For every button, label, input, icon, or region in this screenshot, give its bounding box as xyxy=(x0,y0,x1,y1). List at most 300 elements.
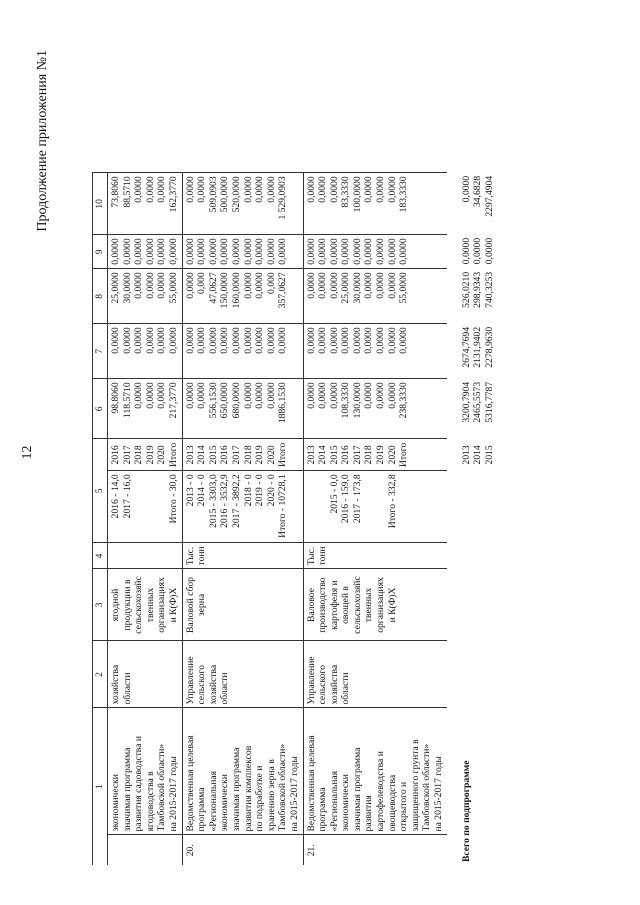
target-values-line: 2017 - 173,8 xyxy=(351,474,363,524)
executor-line: Управление xyxy=(305,656,317,705)
table-row-continuation xyxy=(108,173,183,865)
col-6-values-line: 0,0000 xyxy=(196,382,208,409)
indicator-line: производство xyxy=(317,577,329,633)
years-line: 2016 xyxy=(110,445,121,465)
col-8-values-line: 0,000 xyxy=(265,272,277,294)
col-9-values-line: 0,0000 xyxy=(110,238,121,265)
col-6-values-line: 0,0000 xyxy=(184,382,196,409)
indicator-line: зерна xyxy=(196,593,208,617)
target-values-line: 2017 - 3892,2 xyxy=(230,474,242,528)
years-line: 2018 xyxy=(242,445,254,465)
program-name-line: на 2015-2017 годы xyxy=(288,756,300,832)
header-col-3: 3 xyxy=(93,569,108,641)
unit-line: тонн xyxy=(317,546,329,566)
total-col-7 xyxy=(447,324,498,379)
col-8-values-line: 25,0000 xyxy=(110,272,121,304)
years-line: 2015 xyxy=(328,445,340,465)
col-8-values-line: 0,0000 xyxy=(386,272,398,299)
years xyxy=(303,439,447,471)
col-6-values-line: 0,0000 xyxy=(305,382,317,409)
col-7-values-line: 0,0000 xyxy=(207,327,219,354)
col-9-values-line: 0,0000 xyxy=(317,238,329,265)
years-line: 2017 xyxy=(121,445,133,465)
col-8-values-line: 0,0000 xyxy=(317,272,329,299)
col-10-values-line: 0,0000 xyxy=(328,176,340,203)
indicator-line: организациях xyxy=(156,577,168,633)
col-9-values-line: 0,0000 xyxy=(196,238,208,265)
years-line: 2015 xyxy=(207,445,219,465)
col-9-values-line: 0,0000 xyxy=(254,238,266,265)
col-10-values-line: 162,3770 xyxy=(167,176,179,213)
indicator-line: твенных xyxy=(363,587,375,623)
years-line: 2019 xyxy=(254,445,266,465)
col-10-values-line: 1 529,0903 xyxy=(277,176,289,220)
years-line: 2014 xyxy=(196,445,208,465)
program-name xyxy=(303,708,447,835)
indicator-line: картофеля и xyxy=(328,580,340,630)
header-col-1: 1 xyxy=(93,708,108,865)
years-line: 2020 xyxy=(156,445,168,465)
executor-line: сельского xyxy=(196,664,208,705)
header-row xyxy=(93,173,108,865)
col-7-values-line: 0,0000 xyxy=(144,327,156,354)
col-6-values-line: 108,3330 xyxy=(340,382,352,419)
total-col-6-line: 5316,7787 xyxy=(483,381,495,423)
target-values-line: Итого - 10728,1 xyxy=(277,474,289,538)
total-col-6-line: 2465,5573 xyxy=(472,381,484,423)
years-line: Итого xyxy=(167,442,179,468)
col-7-values-line: 0,0000 xyxy=(340,327,352,354)
total-label: Всего по подпрограмме xyxy=(460,760,472,862)
col-6-values-line: 0,0000 xyxy=(144,382,156,409)
col-10-values-line: 509,0903 xyxy=(207,176,219,213)
years-line: 2013 xyxy=(305,445,317,465)
col-7-values-line: 0,0000 xyxy=(351,327,363,354)
program-name-line: значимая программа xyxy=(121,747,133,832)
program-name-line: на 2015-2017 годы xyxy=(433,756,445,832)
header-col-9: 9 xyxy=(93,235,108,269)
col-6-values xyxy=(303,379,447,439)
total-col-10-line: 0,0000 xyxy=(460,175,472,203)
total-col-10-line: 34,6828 xyxy=(472,175,484,208)
col-9-values-line: 0,0000 xyxy=(133,238,145,265)
total-empty-cell xyxy=(447,569,498,641)
col-9-values-line: 0,0000 xyxy=(386,238,398,265)
program-name-line: экономически xyxy=(219,774,231,832)
col-10-values-line: 0,0000 xyxy=(156,176,168,203)
col-10-values xyxy=(182,173,303,235)
col-10-values-line: 0,0000 xyxy=(375,176,387,203)
col-9-values-line: 0,0000 xyxy=(230,238,242,265)
indicator-line: сельскохозяйс xyxy=(351,576,363,634)
col-10-values-line: 0,0000 xyxy=(317,176,329,203)
header-col-7: 7 xyxy=(93,324,108,379)
target-values-line xyxy=(363,474,375,539)
col-9-values-line: 0,0000 xyxy=(351,238,363,265)
total-col-6-line: 3200,7904 xyxy=(460,381,472,423)
executor-line: хозяйства xyxy=(207,664,219,705)
years-line: 2020 xyxy=(386,445,398,465)
unit-line: Тыс. xyxy=(184,546,196,566)
target-values-line: 2013 - 0 xyxy=(184,474,196,507)
col-10-values-line: 0,0000 xyxy=(144,176,156,203)
total-col-8-line: 298,9343 xyxy=(472,271,484,308)
program-name-line: программа xyxy=(196,787,208,832)
program-name-line: защищенного грунта в xyxy=(409,739,421,832)
target-values xyxy=(182,471,303,543)
program-name-line: Тамбовской области» xyxy=(277,743,289,832)
total-col-9-line: 0,0000 xyxy=(472,237,484,265)
years-line: 2019 xyxy=(375,445,387,465)
program-name-line: Тамбовской области» xyxy=(421,743,433,832)
years-line: 2016 xyxy=(340,445,352,465)
col-8-values-line: 47,0627 xyxy=(207,272,219,304)
col-10-values-line: 183,3330 xyxy=(398,176,410,213)
col-10-values-line: 520,0000 xyxy=(230,176,242,213)
unit xyxy=(108,543,183,569)
col-7-values xyxy=(182,324,303,379)
target-values-line: 2019 - 0 xyxy=(254,474,266,507)
col-7-values xyxy=(303,324,447,379)
years-line: 2014 xyxy=(317,445,329,465)
target-values-line xyxy=(133,474,145,539)
col-7-values-line: 0,0000 xyxy=(317,327,329,354)
target-values-line: 2016 - 14,0 xyxy=(110,474,121,519)
years-line: 2017 xyxy=(230,445,242,465)
indicator-line: ягодной xyxy=(110,588,121,622)
table-row-21 xyxy=(303,173,447,865)
target-values xyxy=(303,471,447,543)
executor-line: хозяйства xyxy=(110,664,121,705)
target-values-line xyxy=(306,474,318,539)
col-9-values-line: 0,0000 xyxy=(398,238,410,265)
target-values-line: 2016 - 159,0 xyxy=(340,474,352,524)
total-col-10 xyxy=(447,173,498,235)
col-9-values-line: 0,0000 xyxy=(242,238,254,265)
total-col-7-line: 2674,7694 xyxy=(460,326,472,368)
col-9-values-line: 0,0000 xyxy=(375,238,387,265)
program-table xyxy=(92,172,497,865)
col-6-values-line: 0,0000 xyxy=(156,382,168,409)
target-values-line: Итого - 332,8 xyxy=(386,474,398,529)
col-8-values xyxy=(303,269,447,324)
total-col-7-line: 2278,9630 xyxy=(483,326,495,368)
col-8-values xyxy=(182,269,303,324)
col-9-values-line: 0,0000 xyxy=(156,238,168,265)
row-number: 21. xyxy=(303,835,447,865)
col-7-values-line: 0,0000 xyxy=(242,327,254,354)
col-7-values-line: 0,0000 xyxy=(328,327,340,354)
col-10-values-line: 0,0000 xyxy=(363,176,375,203)
header-col-5: 5 xyxy=(93,439,108,543)
program-name-line: Ведомственная целевая xyxy=(305,735,317,832)
col-7-values-line: 0,0000 xyxy=(230,327,242,354)
col-9-values-line: 0,0000 xyxy=(167,238,179,265)
col-9-values-line: 0,0000 xyxy=(305,238,317,265)
years xyxy=(182,439,303,471)
col-8-values-line: 30,0000 xyxy=(121,272,133,304)
program-name-line: открытого и xyxy=(398,781,410,832)
program-name-line: развития xyxy=(363,795,375,832)
col-7-values-line: 0,0000 xyxy=(254,327,266,354)
indicator-line: и К(Ф)Х xyxy=(386,587,398,623)
executor-line: Управление xyxy=(184,656,196,705)
col-9-values-line: 0,0000 xyxy=(207,238,219,265)
col-7-values-line: 0,0000 xyxy=(121,327,133,354)
col-9-values xyxy=(108,235,183,269)
target-values-line xyxy=(317,474,329,539)
target-values-line: 2017 - 16,0 xyxy=(121,474,133,519)
col-10-values-line: 88,5710 xyxy=(121,176,133,208)
program-name-line: развития садоводства и xyxy=(133,736,145,832)
total-col-9-line: 0,0000 xyxy=(460,237,472,265)
col-6-values-line: 650,0000 xyxy=(219,382,231,419)
unit-line: тонн xyxy=(196,546,208,566)
col-8-values-line: 25,0000 xyxy=(340,272,352,304)
total-col-7-line: 2131,9402 xyxy=(472,326,484,368)
years-line: 2018 xyxy=(363,445,375,465)
total-empty-cell xyxy=(447,471,498,543)
col-7-values-line: 0,0000 xyxy=(398,327,410,354)
col-7-values-line: 0,0000 xyxy=(386,327,398,354)
years-line: 2016 xyxy=(219,445,231,465)
col-6-values-line: 0,0000 xyxy=(265,382,277,409)
col-9-values-line: 0,0000 xyxy=(219,238,231,265)
col-8-values-line: 0,0000 xyxy=(144,272,156,299)
col-8-values-line: 0,0000 xyxy=(375,272,387,299)
program-name xyxy=(108,708,183,835)
years-line: Итого xyxy=(398,442,410,468)
target-values xyxy=(108,471,183,543)
program-name-line: на 2015-2017 годы xyxy=(167,756,179,832)
col-8-values-line: 160,0000 xyxy=(230,272,242,309)
col-7-values-line: 0,0000 xyxy=(219,327,231,354)
program-name-line: значимая программа xyxy=(230,747,242,832)
page-number: 12 xyxy=(20,445,35,460)
program-name-line: экономически xyxy=(110,774,121,832)
header-col-8: 8 xyxy=(93,269,108,324)
header-col-10: 10 xyxy=(93,173,108,235)
indicator-line: овощей в xyxy=(340,586,352,624)
col-10-values-line: 100,0000 xyxy=(351,176,363,213)
col-7-values-line: 0,0000 xyxy=(305,327,317,354)
unit xyxy=(182,543,303,569)
years-line: 2019 xyxy=(144,445,156,465)
col-8-values-line: 55,0000 xyxy=(398,272,410,304)
target-values-line xyxy=(156,474,168,539)
col-6-values-line: 0,0000 xyxy=(317,382,329,409)
program-name-line: картофелеводства и xyxy=(375,751,387,832)
col-6-values-line: 0,0000 xyxy=(386,382,398,409)
col-10-values-line: 0,0000 xyxy=(242,176,254,203)
years-line: Итого xyxy=(277,442,289,468)
executor-line: области xyxy=(121,672,133,705)
program-name-line: овощеводства xyxy=(386,774,398,832)
executor-line: области xyxy=(219,672,231,705)
total-col-8-line: 740,3253 xyxy=(483,271,495,308)
years-line: 2020 xyxy=(265,445,277,465)
col-8-values-line: 0,0000 xyxy=(184,272,196,299)
target-values-line: 2015 - 3303,0 xyxy=(207,474,219,528)
col-7-values-line: 0,0000 xyxy=(110,327,121,354)
col-7-values-line: 0,0000 xyxy=(265,327,277,354)
col-9-values-line: 0,0000 xyxy=(184,238,196,265)
col-10-values xyxy=(108,173,183,235)
header-col-6: 6 xyxy=(93,379,108,439)
header-col-4: 4 xyxy=(93,543,108,569)
executor xyxy=(108,641,183,708)
col-9-values-line: 0,0000 xyxy=(144,238,156,265)
total-col-6 xyxy=(447,379,498,439)
col-6-values xyxy=(108,379,183,439)
col-7-values-line: 0,0000 xyxy=(156,327,168,354)
col-6-values-line: 0,0000 xyxy=(254,382,266,409)
col-9-values xyxy=(303,235,447,269)
col-7-values xyxy=(108,324,183,379)
col-8-values-line: 150,0000 xyxy=(219,272,231,309)
target-values-line xyxy=(145,474,157,539)
col-10-values-line: 0,0000 xyxy=(184,176,196,203)
col-8-values-line: 0,0000 xyxy=(328,272,340,299)
total-col-8-line: 526,0210 xyxy=(460,271,472,308)
col-8-values-line: 0,0000 xyxy=(363,272,375,299)
col-9-values-line: 0,0000 xyxy=(277,238,289,265)
years xyxy=(108,439,183,471)
executor xyxy=(303,641,447,708)
total-years xyxy=(447,439,498,471)
col-8-values xyxy=(108,269,183,324)
unit xyxy=(303,543,447,569)
row-number: 20. xyxy=(182,835,303,865)
col-9-values-line: 0,0000 xyxy=(328,238,340,265)
col-7-values-line: 0,0000 xyxy=(133,327,145,354)
col-7-values-line: 0,0000 xyxy=(196,327,208,354)
col-8-values-line: 0,0000 xyxy=(242,272,254,299)
col-7-values-line: 0,0000 xyxy=(167,327,179,354)
indicator xyxy=(303,569,447,641)
indicator xyxy=(182,569,303,641)
program-name-line: хранению зерна в xyxy=(265,759,277,832)
col-8-values-line: 0,0000 xyxy=(133,272,145,299)
indicator-line: организациях xyxy=(375,577,387,633)
program-name-line: ягодоводства в xyxy=(144,771,156,832)
col-7-values-line: 0,0000 xyxy=(277,327,289,354)
col-6-values-line: 556,1530 xyxy=(207,382,219,419)
executor-line: хозяйства xyxy=(328,664,340,705)
target-values-line: 2015 - 0,0 xyxy=(328,474,340,514)
col-9-values xyxy=(182,235,303,269)
target-values-line: 2020 - 0 xyxy=(265,474,277,507)
indicator-line: сельскохозяйс xyxy=(133,576,145,634)
col-8-values-line: 0,000 xyxy=(196,272,208,294)
col-6-values-line: 0,0000 xyxy=(375,382,387,409)
unit-line: Тыс. xyxy=(305,546,317,566)
col-8-values-line: 30,0000 xyxy=(351,272,363,304)
program-name-line: «Региональная xyxy=(328,770,340,832)
indicator-line: твенных xyxy=(144,587,156,623)
indicator xyxy=(108,569,183,641)
col-6-values-line: 118,5710 xyxy=(121,382,133,418)
col-9-values-line: 0,0000 xyxy=(363,238,375,265)
program-name-line: развития комплексов xyxy=(242,745,254,832)
col-9-values-line: 0,0000 xyxy=(265,238,277,265)
total-years-line: 2014 xyxy=(472,445,484,465)
col-10-values-line: 0,0000 xyxy=(196,176,208,203)
table-row-20 xyxy=(182,173,303,865)
col-10-values-line: 0,0000 xyxy=(254,176,266,203)
executor xyxy=(182,641,303,708)
header-col-2: 2 xyxy=(93,641,108,708)
col-6-values-line: 0,0000 xyxy=(363,382,375,409)
col-8-values-line: 0,0000 xyxy=(156,272,168,299)
program-name-line: Ведомственная целевая xyxy=(184,735,196,832)
col-6-values-line: 680,0000 xyxy=(230,382,242,419)
program-name-line: значимая программа xyxy=(351,747,363,832)
col-6-values-line: 98,8060 xyxy=(110,382,121,414)
col-7-values-line: 0,0000 xyxy=(375,327,387,354)
col-8-values-line: 0,0000 xyxy=(305,272,317,299)
col-10-values-line: 73,8060 xyxy=(110,176,121,208)
col-6-values-line: 0,0000 xyxy=(133,382,145,409)
col-8-values-line: 357,0627 xyxy=(277,272,289,309)
executor-line: области xyxy=(340,672,352,705)
target-values-line: 2018 - 0 xyxy=(242,474,254,507)
indicator-line: и К(Ф)Х xyxy=(167,587,179,623)
col-6-values-line: 1886,1530 xyxy=(277,382,289,424)
col-10-values-line: 500,0000 xyxy=(219,176,231,213)
col-10-values-line: 0,0000 xyxy=(133,176,145,203)
col-10-values-line: 0,0000 xyxy=(305,176,317,203)
col-7-values-line: 0,0000 xyxy=(363,327,375,354)
col-6-values xyxy=(182,379,303,439)
program-name-line: экономически xyxy=(340,774,352,832)
col-10-values xyxy=(303,173,447,235)
program-name-line: «Региональная xyxy=(207,770,219,832)
col-6-values-line: 0,0000 xyxy=(242,382,254,409)
col-6-values-line: 130,0000 xyxy=(351,382,363,419)
total-col-10-line: 2297,4904 xyxy=(483,175,495,217)
total-col-8 xyxy=(447,269,498,324)
indicator-line: продукции в xyxy=(121,579,133,631)
target-values-line: 2014 - 0 xyxy=(196,474,208,507)
target-values-line: 2016 - 3532,9 xyxy=(219,474,231,528)
total-years-line: 2015 xyxy=(483,445,495,465)
program-name-line: программа xyxy=(317,787,329,832)
col-10-values-line: 83,3330 xyxy=(340,176,352,208)
years-line: 2017 xyxy=(351,445,363,465)
total-years-line: 2013 xyxy=(460,445,472,465)
total-col-9-line: 0,0000 xyxy=(483,237,495,265)
col-9-values-line: 0,0000 xyxy=(340,238,352,265)
total-empty-cell xyxy=(447,543,498,569)
continuation-title: Продолжение приложения №1 xyxy=(35,50,50,232)
col-6-values-line: 0,0000 xyxy=(328,382,340,409)
col-8-values-line: 55,0000 xyxy=(167,272,179,304)
indicator-line: Валовое xyxy=(305,588,317,622)
col-8-values-line: 0,0000 xyxy=(254,272,266,299)
col-10-values-line: 0,0000 xyxy=(386,176,398,203)
total-col-9 xyxy=(447,235,498,269)
col-10-values-line: 0,0000 xyxy=(265,176,277,203)
target-values-line xyxy=(375,474,387,539)
total-empty-cell xyxy=(447,641,498,708)
years-line: 2018 xyxy=(133,445,145,465)
target-values-line: Итого - 30,0 xyxy=(167,474,179,524)
program-name xyxy=(182,708,303,835)
row-number xyxy=(108,835,183,865)
program-name-line: Тамбовской области» xyxy=(156,743,168,832)
col-6-values-line: 238,3330 xyxy=(398,382,410,419)
